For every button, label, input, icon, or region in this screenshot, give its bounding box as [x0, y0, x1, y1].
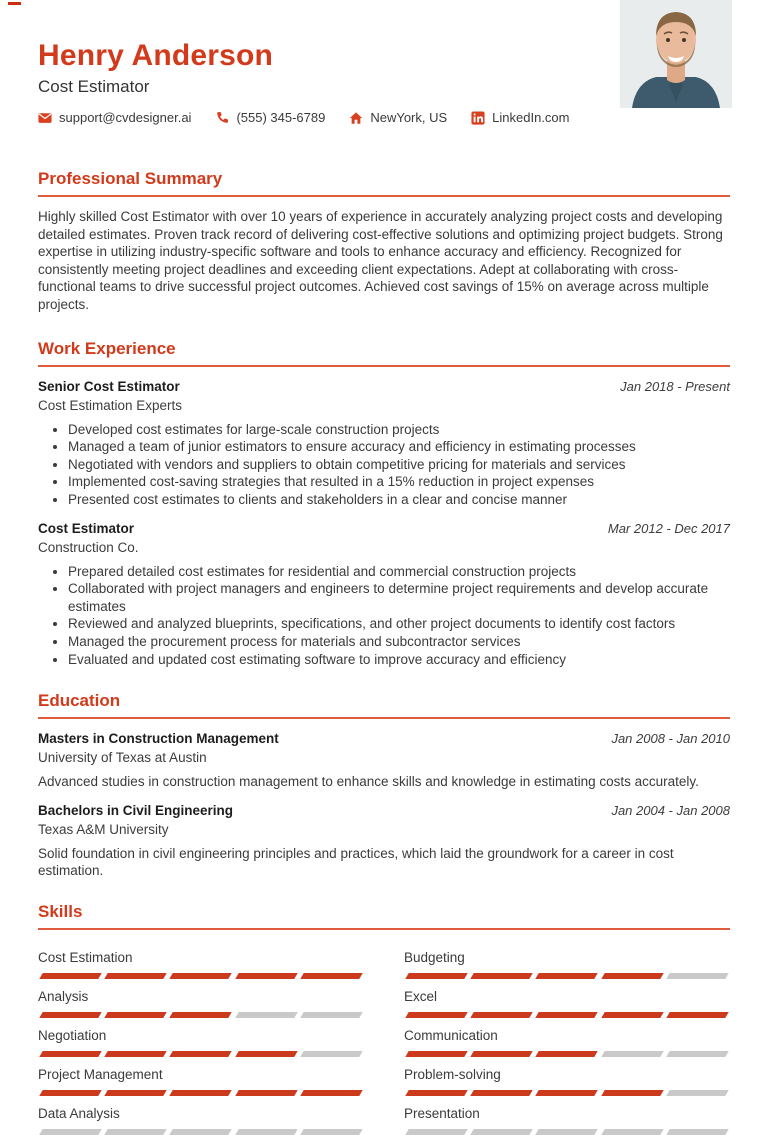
job-entry: [38, 378, 730, 509]
skill-bar-segment: [170, 1129, 233, 1135]
skill-level-bar: [404, 1051, 730, 1057]
contact-linkedin[interactable]: [471, 110, 569, 125]
section-professional-summary: [38, 169, 730, 314]
skill-bar-segment: [405, 1051, 468, 1057]
skill-label: Budgeting: [404, 949, 465, 965]
job-dates: Mar 2012 - Dec 2017: [607, 520, 730, 536]
skill-bar-segment: [170, 973, 233, 979]
bullet-item: • Developed cost estimates for large-scale construction projects: [68, 421, 730, 439]
skill-bar-segment: [300, 973, 363, 979]
skill-bar-segment: [170, 1090, 233, 1096]
email-icon: [38, 111, 52, 125]
job-dates: Jan 2018 - Present: [620, 378, 730, 394]
profile-photo: [620, 0, 732, 108]
skill-item: [38, 1027, 364, 1057]
job-company: Cost Estimation Experts: [38, 397, 183, 413]
skill-item: [404, 1027, 730, 1057]
skill-bar-segment: [235, 1012, 298, 1018]
contact-location: [349, 110, 447, 125]
skill-item: [38, 949, 364, 979]
degree-title: Bachelors in Civil Engineering: [38, 802, 234, 818]
skill-bar-segment: [235, 1090, 298, 1096]
skill-label: Project Management: [38, 1066, 163, 1082]
skill-bar-segment: [405, 1090, 468, 1096]
bullet-item: • Negotiated with vendors and suppliers to obtain competitive pricing for materials and services: [68, 456, 730, 474]
skill-item: [404, 949, 730, 979]
degree-school: University of Texas at Austin: [38, 750, 207, 766]
skill-level-bar: [404, 1012, 730, 1018]
skill-level-bar: [404, 973, 730, 979]
skill-bar-segment: [536, 1051, 599, 1057]
bullet-item: • Collaborated with project managers and engineers to determine project requirements and develop accurate estimates: [68, 580, 730, 615]
degree-school: Texas A&M University: [38, 821, 169, 837]
skill-bar-segment: [601, 973, 664, 979]
bullet-item: • Prepared detailed cost estimates for residential and commercial construction projects: [68, 563, 730, 581]
skill-bar-segment: [405, 973, 468, 979]
job-company: Construction Co.: [38, 539, 139, 555]
skill-bar-segment: [39, 1129, 102, 1135]
skill-bar-segment: [666, 1129, 729, 1135]
skill-item: [38, 988, 364, 1018]
bullet-item: • Managed a team of junior estimators to ensure accuracy and efficiency in estimating processes: [68, 438, 730, 456]
skill-label: Communication: [404, 1027, 498, 1043]
skill-bar-segment: [235, 973, 298, 979]
skill-bar-segment: [601, 1090, 664, 1096]
section-divider: [38, 928, 730, 930]
skill-level-bar: [404, 1090, 730, 1096]
skill-bar-segment: [536, 1090, 599, 1096]
skill-item: [38, 1105, 364, 1135]
skill-bar-segment: [300, 1090, 363, 1096]
job-entry: [38, 520, 730, 669]
skill-bar-segment: [300, 1129, 363, 1135]
skill-bar-segment: [601, 1012, 664, 1018]
skill-bar-segment: [470, 1090, 533, 1096]
skill-label: Presentation: [404, 1105, 480, 1121]
education-heading: Education: [38, 691, 121, 711]
degree-dates: Jan 2008 - Jan 2010: [611, 731, 730, 747]
skill-item: [404, 1066, 730, 1096]
section-divider: [38, 195, 730, 197]
skill-bar-segment: [536, 973, 599, 979]
skill-bar-segment: [39, 1090, 102, 1096]
skill-bar-segment: [39, 1051, 102, 1057]
resume-header: [38, 0, 730, 125]
skill-bar-segment: [666, 1012, 729, 1018]
skill-item: [38, 1066, 364, 1096]
skill-bar-segment: [666, 1051, 729, 1057]
skill-bar-segment: [300, 1051, 363, 1057]
skill-label: Negotiation: [38, 1027, 107, 1043]
skill-bar-segment: [536, 1129, 599, 1135]
skills-heading: Skills: [38, 901, 83, 921]
work-heading: Work Experience: [38, 338, 176, 358]
skill-bar-segment: [104, 973, 167, 979]
contact-phone[interactable]: [215, 110, 325, 125]
skill-bar-segment: [470, 1051, 533, 1057]
section-divider: [38, 717, 730, 719]
location-text: NewYork, US: [370, 110, 448, 125]
linkedin-text: LinkedIn.com: [492, 110, 570, 125]
skill-bar-segment: [470, 973, 533, 979]
skill-bar-segment: [405, 1129, 468, 1135]
skill-bar-segment: [104, 1051, 167, 1057]
bullet-item: • Managed the procurement process for materials and subcontractor services: [68, 633, 730, 651]
skill-level-bar: [38, 1090, 364, 1096]
candidate-name: Henry Anderson: [38, 39, 274, 72]
degree-entry: [38, 730, 730, 791]
skill-bar-segment: [104, 1090, 167, 1096]
skill-bar-segment: [235, 1129, 298, 1135]
skill-bar-segment: [536, 1012, 599, 1018]
skill-label: Data Analysis: [38, 1105, 120, 1121]
bullet-item: • Evaluated and updated cost estimating software to improve accuracy and efficiency: [68, 651, 730, 669]
skill-bar-segment: [666, 1090, 729, 1096]
skill-label: Excel: [404, 988, 438, 1004]
contact-bar: [38, 110, 730, 125]
section-work-experience: [38, 339, 730, 669]
skill-label: Cost Estimation: [38, 949, 133, 965]
section-skills: [38, 902, 730, 1135]
skill-bar-segment: [405, 1012, 468, 1018]
contact-email[interactable]: [38, 110, 191, 125]
candidate-job-title: Cost Estimator: [38, 77, 150, 96]
skill-bar-segment: [170, 1012, 233, 1018]
bullet-item: • Reviewed and analyzed blueprints, specifications, and other project documents to identify cost factors: [68, 615, 730, 633]
home-icon: [349, 111, 363, 125]
job-bullets: [38, 421, 730, 509]
bullet-item: • Presented cost estimates to clients and stakeholders in a clear and concise manner: [68, 491, 730, 509]
degree-title: Masters in Construction Management: [38, 731, 279, 747]
skill-level-bar: [38, 973, 364, 979]
skill-bar-segment: [470, 1129, 533, 1135]
skill-bar-segment: [104, 1129, 167, 1135]
skills-column-right: [404, 940, 730, 1135]
skill-item: [404, 1105, 730, 1135]
degree-description: Solid foundation in civil engineering principles and practices, which laid the groundwork for a career in cost estimation.: [38, 845, 674, 879]
section-divider: [38, 365, 730, 367]
skills-column-left: [38, 940, 364, 1135]
skill-bar-segment: [300, 1012, 363, 1018]
skill-bar-segment: [170, 1051, 233, 1057]
skill-level-bar: [38, 1012, 364, 1018]
phone-icon: [215, 111, 229, 125]
skill-bar-segment: [104, 1012, 167, 1018]
summary-heading: Professional Summary: [38, 169, 223, 188]
page-top-marker: [8, 2, 21, 5]
skill-label: Problem-solving: [404, 1066, 501, 1082]
job-title: Cost Estimator: [38, 520, 135, 536]
skill-bar-segment: [601, 1051, 664, 1057]
summary-text: Highly skilled Cost Estimator with over 10 years of experience in accurately analyzing project costs and developing detailed estimates. Proven track record of delivering cost-effective solutions and optimizing project budgets. Strong expertise in utilizing industry-specific software and tools to enhance accuracy and efficiency. Recognized for consistently meeting project deadlines and exceeding client expectations. Adept at collaborating with cross-functional teams to drive successful project outcomes. Achieved cost savings of 15% on average across multiple projects.: [38, 209, 723, 312]
skill-level-bar: [38, 1129, 364, 1135]
skill-item: [404, 988, 730, 1018]
skills-grid: [38, 940, 730, 1135]
phone-text: (555) 345-6789: [236, 110, 326, 125]
skill-bar-segment: [666, 973, 729, 979]
section-education: [38, 691, 730, 880]
skill-bar-segment: [601, 1129, 664, 1135]
email-text: support@cvdesigner.ai: [59, 110, 192, 125]
linkedin-icon: [471, 111, 485, 125]
degree-entry: [38, 802, 730, 880]
degree-description: Advanced studies in construction management to enhance skills and knowledge in estimating costs accurately.: [38, 774, 699, 790]
bullet-item: • Implemented cost-saving strategies that resulted in a 15% reduction in project expenses: [68, 473, 730, 491]
job-bullets: [38, 563, 730, 669]
skill-level-bar: [404, 1129, 730, 1135]
skill-bar-segment: [235, 1051, 298, 1057]
skill-label: Analysis: [38, 988, 89, 1004]
skill-bar-segment: [39, 973, 102, 979]
job-title: Senior Cost Estimator: [38, 378, 180, 394]
skill-bar-segment: [39, 1012, 102, 1018]
degree-dates: Jan 2004 - Jan 2008: [611, 802, 730, 818]
skill-level-bar: [38, 1051, 364, 1057]
skill-bar-segment: [470, 1012, 533, 1018]
